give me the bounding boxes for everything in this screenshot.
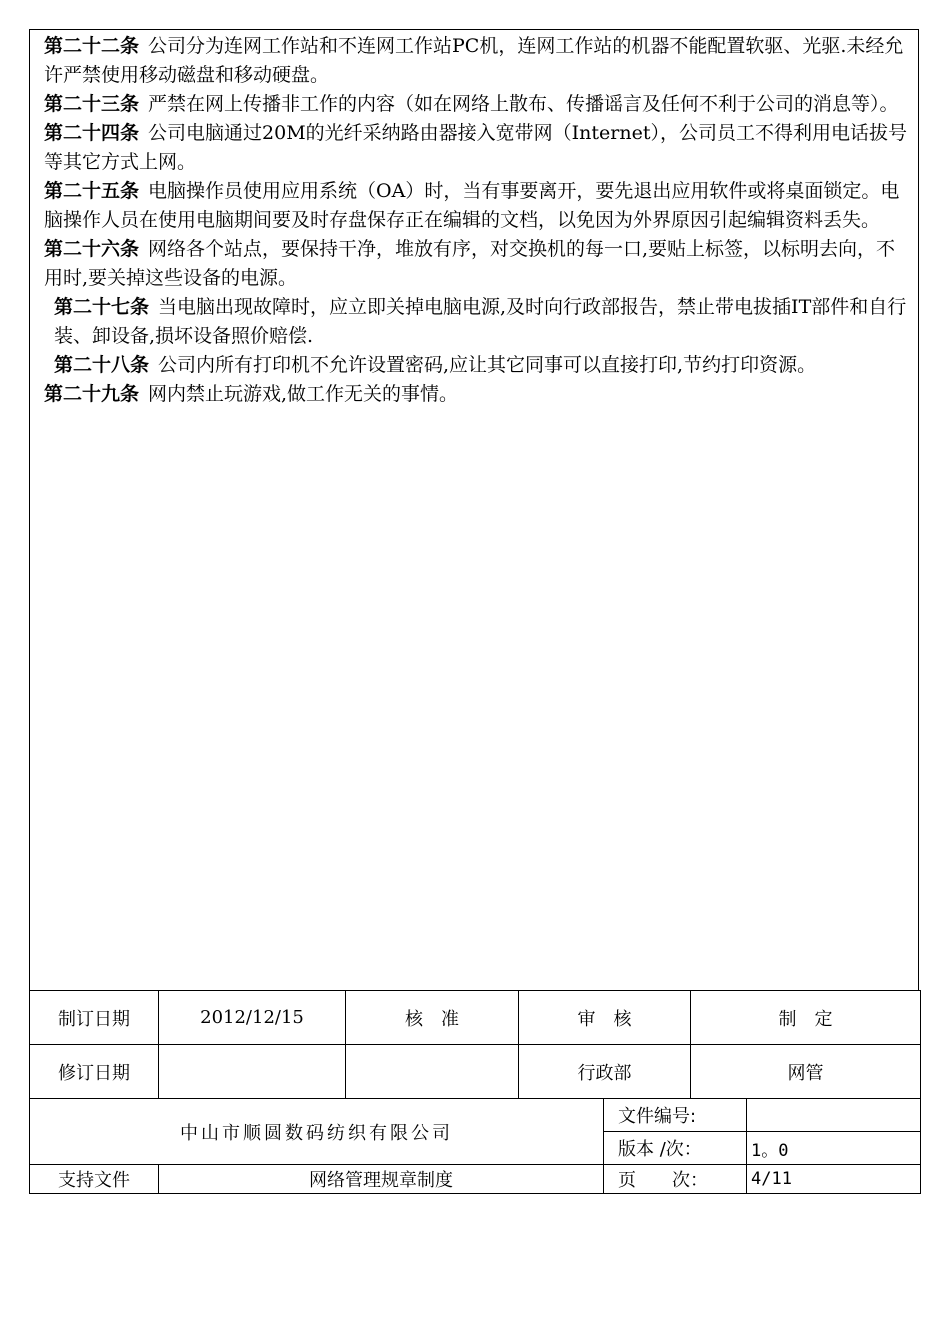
- article-text: 网内禁止玩游戏,做工作无关的事情。: [148, 383, 459, 405]
- article-27: [32, 293, 914, 351]
- article-29: [32, 380, 914, 409]
- article-28: [32, 351, 914, 380]
- article-title: 第二十二条: [44, 35, 140, 57]
- revised-date-label: 修订日期: [30, 1045, 159, 1099]
- signoff-row-revised: [30, 1045, 921, 1099]
- approve-label: 核 准: [346, 991, 519, 1045]
- article-26: [32, 235, 914, 293]
- document-body: [29, 29, 919, 991]
- article-25: [32, 177, 914, 235]
- article-24: [32, 119, 914, 177]
- doc-number-label: 文件编号:: [604, 1099, 747, 1132]
- article-title: 第二十四条: [44, 122, 140, 144]
- approver-value: [346, 1045, 519, 1099]
- article-title: 第二十八条: [54, 354, 150, 376]
- article-text: 公司内所有打印机不允许设置密码,应让其它同事可以直接打印,节约打印资源。: [158, 354, 817, 376]
- page-value: 4/11: [747, 1165, 921, 1194]
- article-22: [32, 32, 914, 90]
- footer-row-support: [30, 1165, 921, 1194]
- signoff-row-created: [30, 991, 921, 1045]
- signoff-table: [29, 990, 921, 1099]
- maker-value: 网管: [691, 1045, 921, 1099]
- article-title: 第二十六条: [44, 238, 140, 260]
- articles-list: [30, 30, 918, 409]
- footer-row-docno: [30, 1099, 921, 1132]
- document-footer: [29, 1098, 921, 1194]
- article-text: 公司电脑通过20M的光纤采纳路由器接入宽带网（Internet），公司员工不得利用电话拔号等其它方式上网。: [44, 122, 907, 173]
- support-doc-label: 支持文件: [30, 1165, 159, 1194]
- article-text: 网络各个站点，要保持干净，堆放有序，对交换机的每一口,要贴上标签，以标明去向，不用时,要关掉这些设备的电源。: [44, 238, 896, 289]
- article-title: 第二十三条: [44, 93, 140, 115]
- article-title: 第二十七条: [54, 296, 150, 318]
- reviewer-value: 行政部: [519, 1045, 691, 1099]
- article-23: [32, 90, 914, 119]
- article-text: 严禁在网上传播非工作的内容（如在网络上散布、传播谣言及任何不利于公司的消息等）。: [148, 93, 899, 115]
- article-text: 电脑操作员使用应用系统（OA）时，当有事要离开，要先退出应用软件或将桌面锁定。电脑操作人员在使用电脑期间要及时存盘保存正在编辑的文档，以免因为外界原因引起编辑资料丢失。: [44, 180, 900, 231]
- article-title: 第二十五条: [44, 180, 140, 202]
- article-text: 公司分为连网工作站和不连网工作站PC机，连网工作站的机器不能配置软驱、光驱.未经允许严禁使用移动磁盘和移动硬盘。: [44, 35, 904, 86]
- created-date-value: 2012/12/15: [159, 991, 346, 1045]
- created-date-label: 制订日期: [30, 991, 159, 1045]
- company-name: 中山市顺圆数码纺织有限公司: [30, 1099, 604, 1165]
- support-doc-value: 网络管理规章制度: [159, 1165, 604, 1194]
- revised-date-value: [159, 1045, 346, 1099]
- version-value: 1。0: [747, 1132, 921, 1165]
- article-title: 第二十九条: [44, 383, 140, 405]
- version-label: 版本 /次：: [604, 1132, 747, 1165]
- doc-number-value: [747, 1099, 921, 1132]
- page-label: 页 次：: [604, 1165, 747, 1194]
- review-label: 审 核: [519, 991, 691, 1045]
- article-text: 当电脑出现故障时，应立即关掉电脑电源,及时向行政部报告，禁止带电拔插IT部件和自行装、卸设备,损坏设备照价赔偿.: [54, 296, 907, 347]
- make-label: 制 定: [691, 991, 921, 1045]
